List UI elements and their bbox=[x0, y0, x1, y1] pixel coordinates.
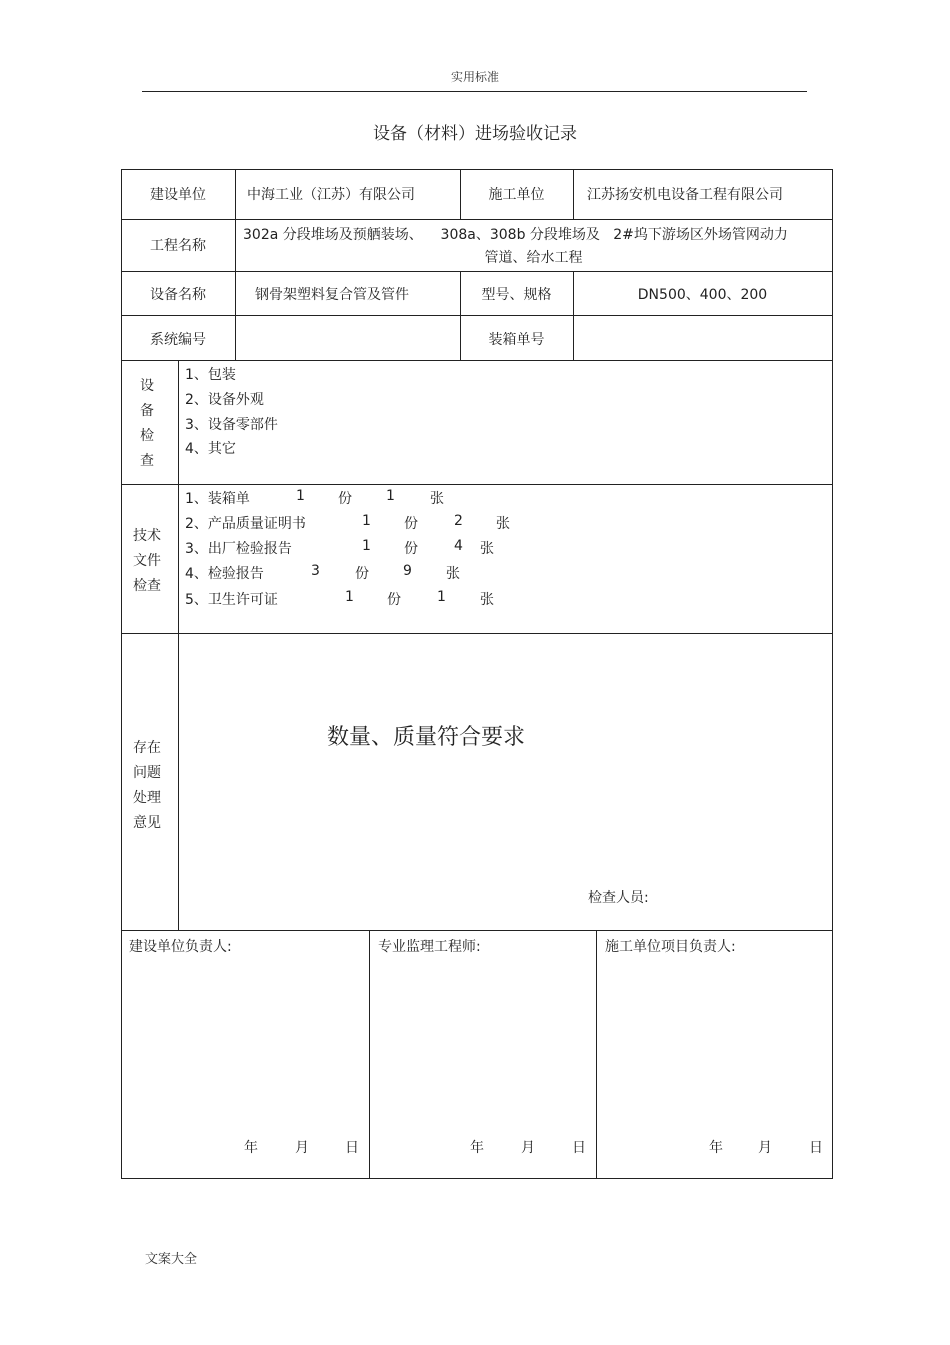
signature-contractor-month: 月 bbox=[758, 1140, 772, 1156]
contractor-value: 江苏扬安机电设备工程有限公司 bbox=[587, 187, 783, 203]
signature-owner-year: 年 bbox=[244, 1140, 258, 1156]
signature-supervisor-year: 年 bbox=[470, 1140, 484, 1156]
owner-label: 建设单位 bbox=[150, 187, 206, 203]
tech-docs-label: 技术 文件 检查 bbox=[133, 528, 161, 594]
model-value: DN500、400、200 bbox=[637, 287, 768, 303]
signature-supervisor-day: 日 bbox=[572, 1140, 586, 1156]
signature-owner-day: 日 bbox=[345, 1140, 359, 1156]
project-value-line1: 302a 分段堆场及预舾装场、 308a、308b 分段堆场及 2#坞下游场区外场管网动力 bbox=[243, 227, 788, 243]
project-label: 工程名称 bbox=[150, 238, 206, 254]
signature-contractor-label: 施工单位项目负责人: bbox=[605, 939, 736, 955]
contractor-label: 施工单位 bbox=[488, 187, 545, 203]
signature-contractor-year: 年 bbox=[709, 1140, 723, 1156]
project-value-line2: 管道、给水工程 bbox=[484, 250, 583, 266]
equipment-value: 钢骨架塑料复合管及管件 bbox=[255, 287, 409, 303]
issues-label: 存在 问题 处理 意见 bbox=[133, 740, 161, 831]
equipment-check-item: 2、设备外观 bbox=[185, 392, 264, 408]
equipment-check-item: 4、其它 bbox=[185, 441, 236, 457]
page-footer: 文案大全 bbox=[145, 1252, 198, 1267]
inspector-label: 检查人员: bbox=[588, 890, 649, 906]
issues-statement: 数量、质量符合要求 bbox=[327, 725, 526, 750]
page-header: 实用标准 bbox=[450, 70, 499, 84]
equipment-label: 设备名称 bbox=[150, 287, 206, 303]
equipment-check-item: 1、包装 bbox=[185, 367, 236, 383]
equipment-check-label: 设 备 检 查 bbox=[140, 378, 154, 469]
signature-supervisor-month: 月 bbox=[521, 1140, 535, 1156]
system-label: 系统编号 bbox=[150, 332, 206, 348]
form-title: 设备（材料）进场验收记录 bbox=[373, 124, 577, 144]
packing-label: 装箱单号 bbox=[488, 332, 545, 348]
model-label: 型号、规格 bbox=[481, 287, 552, 303]
signature-owner-month: 月 bbox=[295, 1140, 309, 1156]
equipment-check-item: 3、设备零部件 bbox=[185, 417, 278, 433]
header-rule bbox=[142, 91, 807, 92]
owner-value: 中海工业（江苏）有限公司 bbox=[247, 187, 415, 203]
signature-owner-label: 建设单位负责人: bbox=[129, 939, 232, 955]
signature-supervisor-label: 专业监理工程师: bbox=[378, 939, 481, 955]
signature-contractor-day: 日 bbox=[809, 1140, 823, 1156]
